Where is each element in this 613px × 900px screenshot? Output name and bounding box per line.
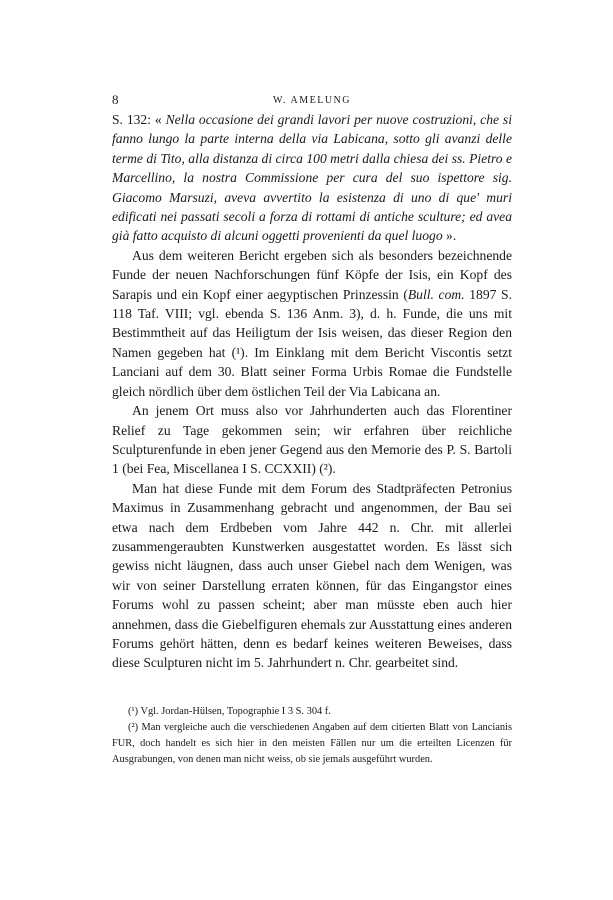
paragraph-florentine-relief: An jenem Ort muss also vor Jahrhunderten auch das Florentiner Relief zu Tage gekommen sein; wir erfahren über reichliche Sculpturenfunde in eben jener Gegend aus den Memorie des P. S. Bartoli 1 (bei Fea, Miscellanea I S. CCXXII) (²).	[112, 403, 512, 477]
journal-title: Bull. com.	[407, 286, 465, 302]
quote-close-mark: ».	[442, 228, 457, 244]
paragraph-findings-part-a: Aus dem weiteren Bericht ergeben sich als besonders bezeichnende Funde der neuen Nachforschungen fünf Köpfe der Isis, ein Kopf des Sarapis und ein Kopf einer aegyptischen Prinzessin (	[112, 247, 512, 302]
paragraph-findings	[112, 246, 512, 401]
running-head	[112, 92, 512, 110]
footnote-2: (²) Man vergleiche auch die verschiedenen Angaben auf dem citierten Blatt von Lancianis FUR, doch handelt es sich hier in den meisten Fällen nur um die erteilten Licenzen für Ausgrabungen, von denen man nicht weiss, ob sie jemals ausgeführt wurden.	[112, 721, 512, 765]
quote-open-mark: «	[154, 112, 166, 127]
footnotes	[112, 704, 512, 768]
page-number: 8	[112, 92, 119, 107]
body-text	[112, 110, 512, 673]
running-title: W. AMELUNG	[273, 95, 351, 106]
italian-quotation: Nella occasione dei grandi lavori per nuove costruzioni, che si fanno lungo la parte interna della via Labicana, sotto gli avanzi delle terme di Tito, alla distanza di circa 100 metri dalla chiesa dei ss. Pietro e Marcellino, la nostra Commissione per cura del suo ispettore sig. Giacomo Marsuzi, aveva avvertito la esistenza di uno di que' muri edificati nei passati secoli a forza di rottami di antiche sculture; ed avea già fatto acquisto di alcuni oggetti provenienti da quel luogo	[112, 112, 512, 244]
quote-paragraph	[112, 110, 512, 246]
quote-reference: S. 132:	[112, 112, 155, 127]
page	[112, 92, 512, 768]
footnote-1: (¹) Vgl. Jordan-Hülsen, Topographie I 3 S. 304 f.	[128, 705, 331, 717]
paragraph-findings-part-b: 1897 S. 118 Taf. VIII; vgl. ebenda S. 136 Anm. 3), d. h. Funde, die uns mit Bestimmtheit auf das Heiligtum der Isis weisen, das dieser Region den Namen gegeben hat (¹). Im Einklang mit dem Bericht Viscontis setzt Lanciani auf dem 30. Blatt seiner Forma Urbis Romae die Fundstelle gleich nördlich über dem östlichen Teil der Via Labicana an.	[112, 286, 513, 399]
paragraph-forum: Man hat diese Funde mit dem Forum des Stadtpräfecten Petronius Maximus in Zusammenhang gebracht und angenommen, der Bau sei etwa nach dem Erdbeben vom Jahre 442 n. Chr. mit allerlei zusammengeraubten Kunstwerken ausgestattet worden. Es lässt sich gewiss nicht läugnen, dass auch unser Giebel nach dem Wenigen, was wir von seiner Darstellung erraten können, für das Eingangstor eines Forums wohl zu passen scheint; aber man müsste eben auch hier annehmen, dass die Giebelfiguren ehemals zur Ausstattung eines anderen Forums gehört hätten, denn es bedarf keines weiteren Beweises, dass diese Sculpturen nicht im 5. Jahrhundert n. Chr. gearbeitet sind.	[112, 480, 512, 671]
